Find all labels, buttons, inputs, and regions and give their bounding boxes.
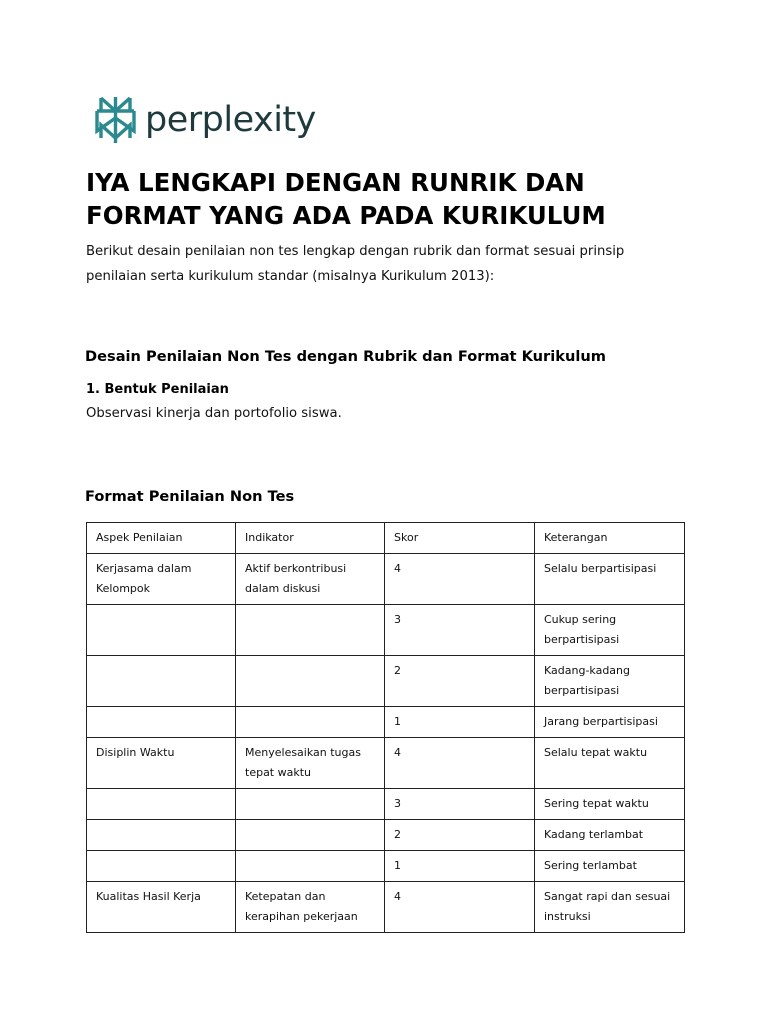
table-row [87, 656, 685, 707]
table-cell: Kualitas Hasil Kerja [87, 882, 236, 933]
table-cell: 4 [385, 882, 535, 933]
table-row [87, 738, 685, 789]
table-cell [87, 789, 236, 820]
table-cell: Jarang berpartisipasi [535, 707, 685, 738]
table-cell: Kerjasama dalam Kelompok [87, 554, 236, 605]
table-cell [236, 851, 385, 882]
table-cell [87, 707, 236, 738]
table-cell: Sering tepat waktu [535, 789, 685, 820]
table-cell [87, 656, 236, 707]
table-row [87, 789, 685, 820]
table-row [87, 820, 685, 851]
table-cell [87, 820, 236, 851]
table-cell: Menyelesaikan tugas tepat waktu [236, 738, 385, 789]
table-cell: 3 [385, 605, 535, 656]
table-cell: Kadang-kadang berpartisipasi [535, 656, 685, 707]
table-cell: 1 [385, 707, 535, 738]
section-heading: Desain Penilaian Non Tes dengan Rubrik dan Format Kurikulum [85, 348, 606, 365]
table-cell: 2 [385, 656, 535, 707]
table-cell [236, 605, 385, 656]
table-cell: 4 [385, 738, 535, 789]
rubric-table [86, 522, 685, 933]
table-cell: 1 [385, 851, 535, 882]
table-cell: Selalu berpartisipasi [535, 554, 685, 605]
table-cell: Ketepatan dan kerapihan pekerjaan [236, 882, 385, 933]
table-row [87, 882, 685, 933]
header-keterangan: Keterangan [535, 523, 685, 554]
perplexity-wordmark: perplexity [145, 100, 316, 140]
table-row [87, 605, 685, 656]
table-cell [236, 707, 385, 738]
intro-paragraph: Berikut desain penilaian non tes lengkap dengan rubrik dan format sesuai prinsip penilaian serta kurikulum standar (misalnya Kurikulum 2013): [86, 244, 625, 284]
table-cell [236, 656, 385, 707]
table-cell: Cukup sering berpartisipasi [535, 605, 685, 656]
table-cell [236, 789, 385, 820]
table-cell [87, 605, 236, 656]
table-cell: 3 [385, 789, 535, 820]
table-row [87, 851, 685, 882]
header-indikator: Indikator [236, 523, 385, 554]
table-cell: 4 [385, 554, 535, 605]
subsection-heading: 1. Bentuk Penilaian [86, 382, 229, 397]
format-heading: Format Penilaian Non Tes [85, 488, 295, 505]
table-cell: Sering terlambat [535, 851, 685, 882]
table-row [87, 554, 685, 605]
table-cell: Kadang terlambat [535, 820, 685, 851]
header-skor: Skor [385, 523, 535, 554]
table-cell: Aktif berkontribusi dalam diskusi [236, 554, 385, 605]
table-cell: Sangat rapi dan sesuai instruksi [535, 882, 685, 933]
table-cell: 2 [385, 820, 535, 851]
table-header-row [87, 523, 685, 554]
table-cell: Selalu tepat waktu [535, 738, 685, 789]
perplexity-logo [95, 95, 316, 145]
header-aspek-penilaian: Aspek Penilaian [87, 523, 236, 554]
document-title: IYA LENGKAPI DENGAN RUNRIK DAN FORMAT YANG ADA PADA KURIKULUM [86, 168, 606, 230]
table-cell: Disiplin Waktu [87, 738, 236, 789]
table-cell [87, 851, 236, 882]
subsection-text: Observasi kinerja dan portofolio siswa. [86, 406, 342, 421]
perplexity-logo-icon [95, 95, 136, 145]
table-cell [236, 820, 385, 851]
table-row [87, 707, 685, 738]
